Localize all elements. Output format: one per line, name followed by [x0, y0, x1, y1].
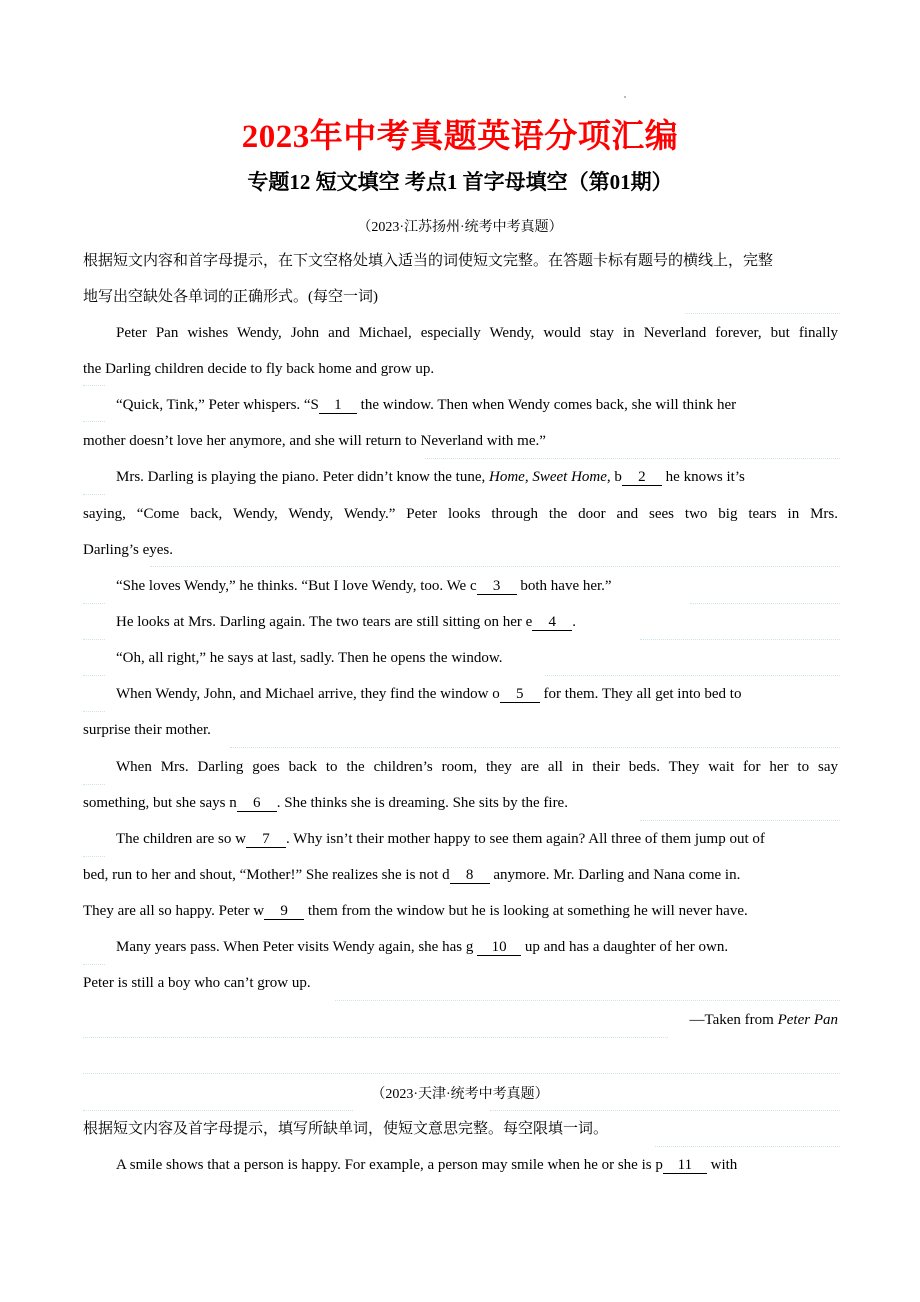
- section2-instruction: 根据短文内容及首字母提示，填写所缺单词，使短文意思完整。每空限填一词。: [83, 1121, 609, 1137]
- dotted-rule: [83, 1073, 840, 1074]
- passage-line: “Quick, Tink,” Peter whispers. “S 1 the window. Then when Wendy comes back, she will think her: [116, 397, 737, 413]
- dotted-rule: [83, 603, 105, 604]
- passage-credit: —Taken from Peter Pan: [689, 1012, 838, 1028]
- passage-line: Peter is still a boy who can’t grow up.: [83, 975, 311, 991]
- passage-line: He looks at Mrs. Darling again. The two tears are still sitting on her e 4 .: [116, 614, 577, 630]
- section2-source: （2023·天津·统考中考真题）: [371, 1087, 549, 1102]
- passage-line: A smile shows that a person is happy. For example, a person may smile when he or she is p 11 with: [116, 1157, 738, 1173]
- passage-line: the Darling children decide to fly back home and grow up.: [83, 361, 435, 377]
- dotted-rule: [150, 566, 840, 567]
- dotted-rule: [83, 964, 105, 965]
- blank-7[interactable]: 7: [246, 831, 286, 848]
- blank-2[interactable]: 2: [622, 469, 662, 486]
- blank-8[interactable]: 8: [450, 867, 490, 884]
- blank-1[interactable]: 1: [319, 397, 357, 414]
- dotted-rule: [83, 385, 105, 386]
- dotted-rule: [83, 856, 105, 857]
- blank-3[interactable]: 3: [477, 578, 517, 595]
- dotted-rule: [83, 1110, 353, 1111]
- dotted-rule: [685, 313, 840, 314]
- passage-line: When Wendy, John, and Michael arrive, they find the window o 5 for them. They all get into bed to: [116, 686, 742, 702]
- dotted-rule: [83, 1037, 668, 1038]
- dotted-rule: [545, 675, 840, 676]
- section1-source: （2023·江苏扬州·统考中考真题）: [357, 220, 563, 235]
- document-title: 2023年中考真题英语分项汇编: [241, 119, 679, 155]
- dotted-rule: [655, 1146, 840, 1147]
- passage-line: When Mrs. Darling goes back to the children’s room, they are all in their beds. They wait for her to say: [116, 759, 838, 775]
- passage-line: Darling’s eyes.: [83, 542, 173, 558]
- passage-line: The children are so w 7 . Why isn’t their mother happy to see them again? All three of them jump out of: [116, 831, 765, 847]
- document-subtitle: 专题12 短文填空 考点1 首字母填空（第01期）: [247, 170, 673, 194]
- passage-line: “She loves Wendy,” he thinks. “But I love Wendy, too. We c 3 both have her.”: [116, 578, 612, 594]
- section1-instruction-line1: 根据短文内容和首字母提示，在下文空格处填入适当的词使短文完整。在答题卡标有题号的横线上，完整: [83, 253, 774, 269]
- blank-5[interactable]: 5: [500, 686, 540, 703]
- blank-4[interactable]: 4: [532, 614, 572, 631]
- passage-line: “Oh, all right,” he says at last, sadly. Then he opens the window.: [116, 650, 503, 666]
- passage-line: bed, run to her and shout, “Mother!” She realizes she is not d 8 anymore. Mr. Darling and Nana come in.: [83, 867, 741, 883]
- dotted-rule: [83, 494, 105, 495]
- stray-dot: [624, 96, 626, 98]
- dotted-rule: [83, 421, 105, 422]
- blank-9[interactable]: 9: [264, 903, 304, 920]
- dotted-rule: [83, 675, 105, 676]
- section1-instruction-line2: 地写出空缺处各单词的正确形式。(每空一词): [83, 289, 378, 305]
- dotted-rule: [83, 639, 105, 640]
- blank-6[interactable]: 6: [237, 795, 277, 812]
- dotted-rule: [690, 603, 840, 604]
- dotted-rule: [640, 639, 840, 640]
- dotted-rule: [425, 458, 840, 459]
- passage-line: They are all so happy. Peter w 9 them from the window but he is looking at something he will never have.: [83, 903, 748, 919]
- dotted-rule: [83, 711, 105, 712]
- blank-11[interactable]: 11: [663, 1157, 707, 1174]
- dotted-rule: [640, 820, 840, 821]
- passage-line: Mrs. Darling is playing the piano. Peter didn’t know the tune, Home, Sweet Home, b 2 he knows it’s: [116, 469, 745, 485]
- passage-line: Peter Pan wishes Wendy, John and Michael, especially Wendy, would stay in Neverland forever, but finally: [116, 325, 838, 341]
- dotted-rule: [335, 1000, 840, 1001]
- dotted-rule: [490, 1110, 840, 1111]
- passage-line: surprise their mother.: [83, 722, 211, 738]
- passage-line: something, but she says n 6 . She thinks she is dreaming. She sits by the fire.: [83, 795, 568, 811]
- dotted-rule: [83, 784, 105, 785]
- passage-line: mother doesn’t love her anymore, and she will return to Neverland with me.”: [83, 433, 546, 449]
- passage-line: saying, “Come back, Wendy, Wendy, Wendy.” Peter looks through the door and sees two big tears in Mrs.: [83, 506, 838, 522]
- passage-line: Many years pass. When Peter visits Wendy again, she has g 10 up and has a daughter of her own.: [116, 939, 729, 955]
- dotted-rule: [230, 747, 840, 748]
- blank-10[interactable]: 10: [477, 939, 521, 956]
